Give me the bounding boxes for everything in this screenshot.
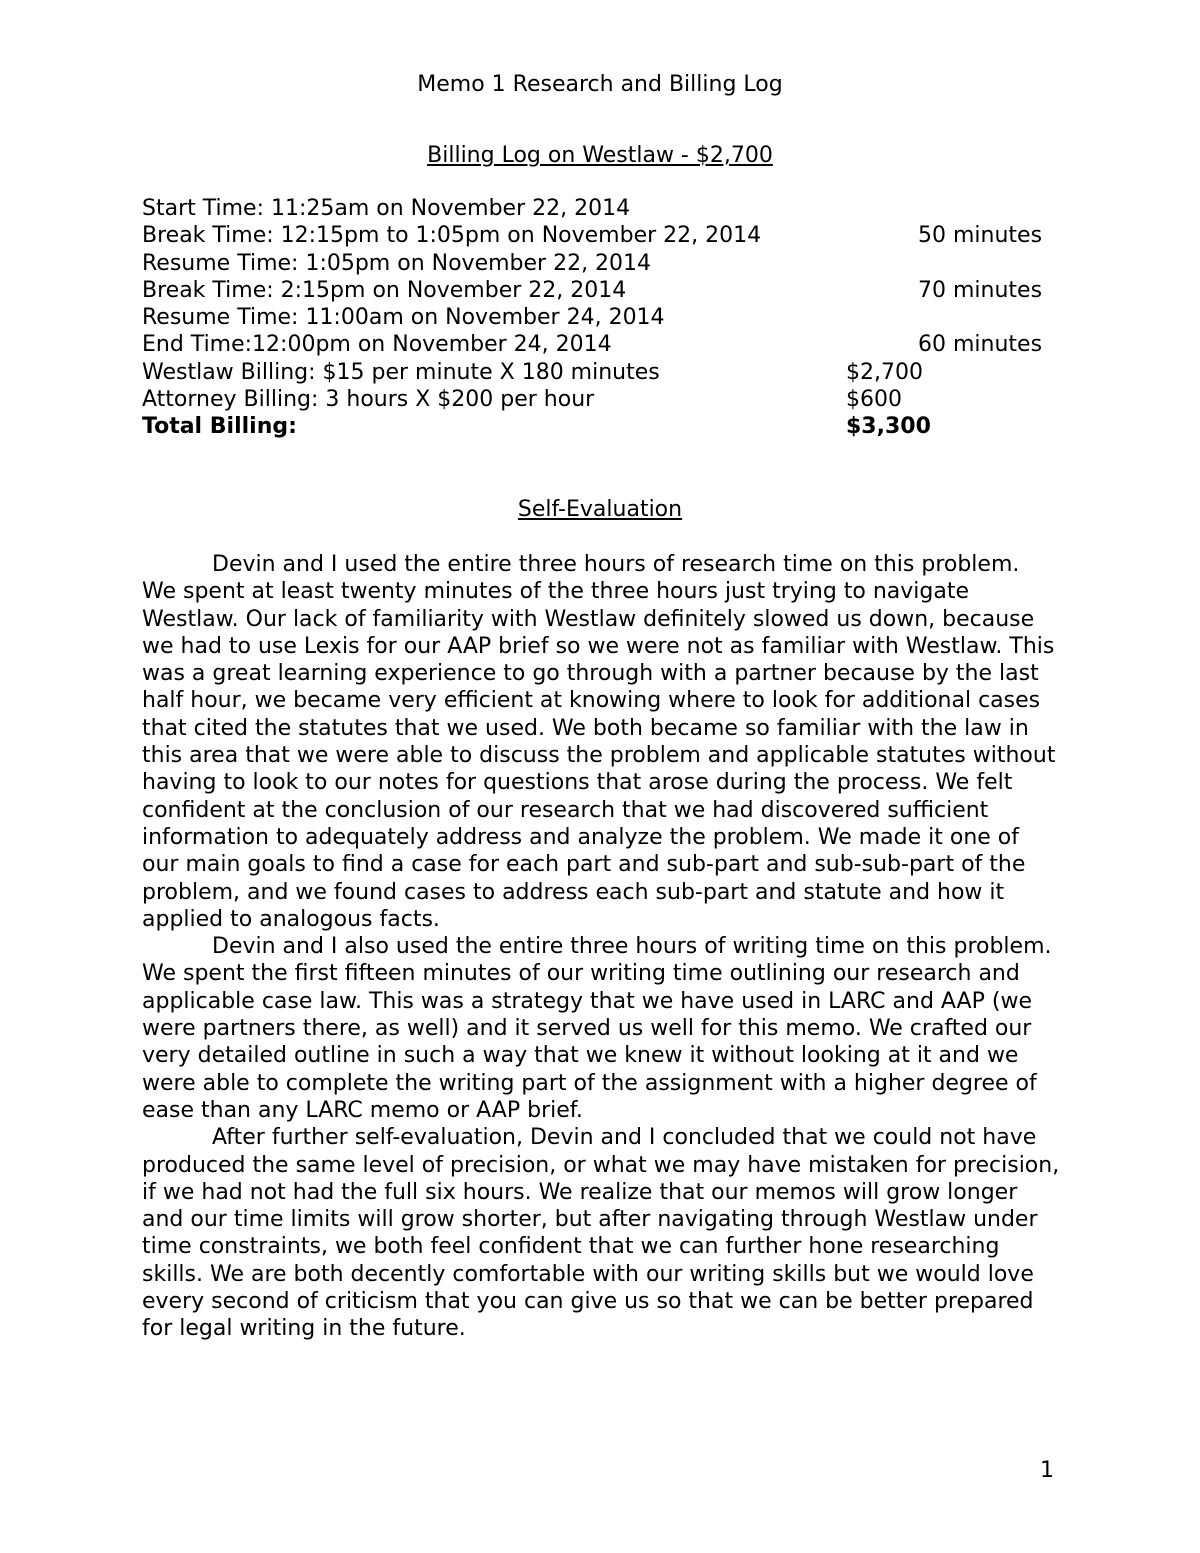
billing-row-resume-2 bbox=[142, 304, 1062, 331]
self-evaluation-heading: Self-Evaluation bbox=[517, 497, 683, 522]
paragraph: Devin and I used the entire three hours of research time on this problem. We spent at least twenty minutes of the three hours just trying to navigate Westlaw. Our lack of familiarity with Westlaw definitely slowed us down, because we had to use Lexis for our AAP brief so we were not as familiar with Westlaw. This was a great learning experience to go through with a partner because by the last half hour, we became very efficient at knowing where to look for additional cases that cited the statutes that we used. We both became so familiar with the law in this area that we were able to discuss the problem and applicable statutes without having to look to our notes for questions that arose during the process. We felt confident at the conclusion of our research that we had discovered sufficient information to adequately address and analyze the problem. We made it one of our main goals to find a case for each part and sub-part and sub-sub-part of the problem, and we found cases to address each sub-part and statute and how it applied to analogous facts. bbox=[142, 552, 1056, 932]
billing-row-label: Resume Time: 1:05pm on November 22, 2014 bbox=[142, 250, 652, 276]
billing-row-start bbox=[142, 195, 1062, 222]
billing-row-amount: $2,700 bbox=[846, 359, 923, 385]
paragraph: Devin and I also used the entire three hours of writing time on this problem. We spent the first fifteen minutes of our writing time outlining our research and applicable case law. This was a strategy that we have used in LARC and AAP (we were partners there, as well) and it served us well for this memo. We crafted our very detailed outline in such a way that we knew it without looking at it and we were able to complete the writing part of the assignment with a higher degree of ease than any LARC memo or AAP brief. bbox=[142, 934, 1052, 1123]
billing-log bbox=[142, 195, 1062, 441]
billing-row-label: Westlaw Billing: $15 per minute X 180 minutes bbox=[142, 359, 660, 385]
document-title: Memo 1 Research and Billing Log bbox=[417, 72, 783, 97]
page-number: 1 bbox=[1040, 1458, 1054, 1483]
billing-row-break-2 bbox=[142, 277, 1062, 304]
billing-row-label: Attorney Billing: 3 hours X $200 per hour bbox=[142, 387, 595, 413]
billing-row-resume-1 bbox=[142, 250, 1062, 277]
billing-row-duration: 70 minutes bbox=[918, 277, 1043, 303]
billing-row-end bbox=[142, 331, 1062, 358]
self-evaluation-body bbox=[142, 551, 1060, 1343]
billing-row-duration: 60 minutes bbox=[918, 332, 1043, 358]
billing-row-label: Start Time: 11:25am on November 22, 2014 bbox=[142, 196, 631, 221]
billing-row-amount: $600 bbox=[846, 387, 902, 413]
billing-row-label: Total Billing: bbox=[142, 414, 297, 440]
billing-row-duration: 50 minutes bbox=[918, 223, 1043, 249]
billing-row-label: End Time:12:00pm on November 24, 2014 bbox=[142, 332, 612, 358]
billing-log-heading: Billing Log on Westlaw - $2,700 bbox=[427, 143, 773, 168]
billing-row-label: Break Time: 12:15pm to 1:05pm on November 22, 2014 bbox=[142, 223, 762, 249]
billing-row-total bbox=[142, 413, 1062, 440]
billing-row-amount: $3,300 bbox=[846, 414, 931, 440]
paragraph: After further self-evaluation, Devin and I concluded that we could not have produced the same level of precision, or what we may have mistaken for precision, if we had not had the full six hours. We realize that our memos will grow longer and our time limits will grow shorter, but after navigating through Westlaw under time constraints, we both feel confident that we can further hone researching skills. We are both decently comfortable with our writing skills but we would love every second of criticism that you can give us so that we can be better prepared for legal writing in the future. bbox=[142, 1125, 1060, 1342]
billing-row-attorney bbox=[142, 386, 1062, 413]
billing-row-label: Resume Time: 11:00am on November 24, 2014 bbox=[142, 305, 665, 331]
billing-row-break-1 bbox=[142, 222, 1062, 249]
billing-row-label: Break Time: 2:15pm on November 22, 2014 bbox=[142, 277, 627, 303]
billing-row-westlaw bbox=[142, 359, 1062, 386]
